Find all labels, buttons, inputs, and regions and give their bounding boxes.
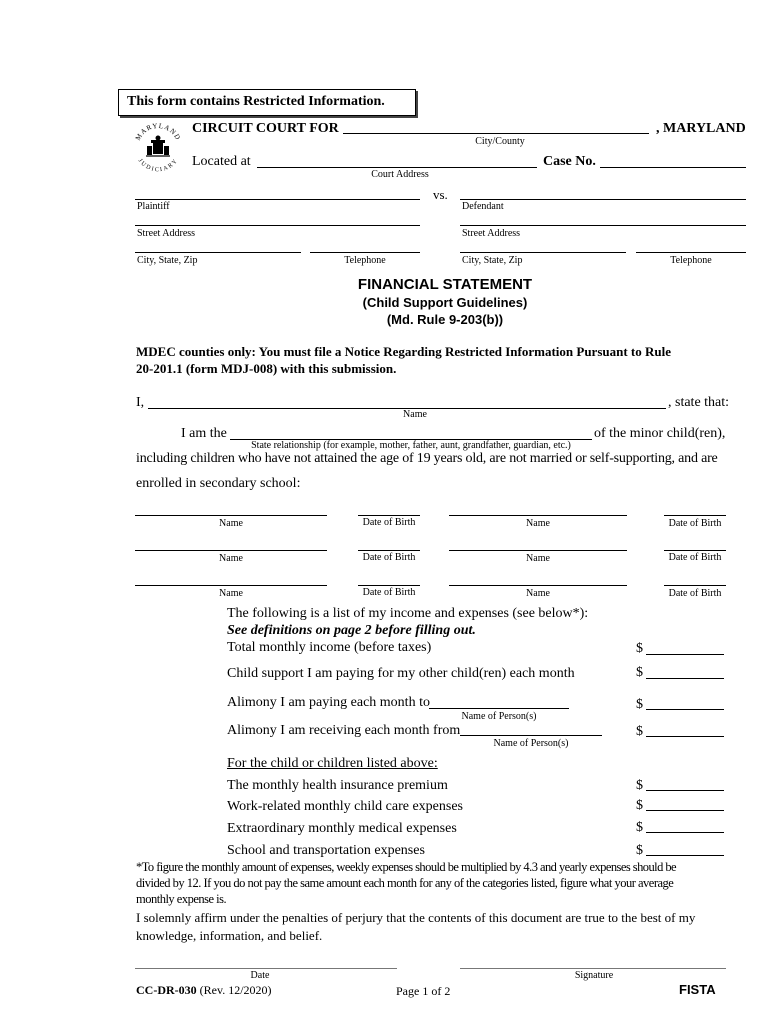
defendant-caption: Defendant: [462, 201, 504, 212]
defendant-street-caption: Street Address: [462, 228, 521, 239]
child-name-caption: Name: [526, 553, 550, 564]
city-county-caption: City/County: [475, 136, 525, 147]
restricted-info-notice: [118, 89, 416, 116]
page-number: Page 1 of 2: [396, 984, 451, 998]
child-care-field[interactable]: [646, 810, 724, 811]
child-6-dob-field[interactable]: [664, 585, 726, 586]
for-children-heading: For the child or children listed above:: [227, 756, 438, 771]
affiant-name-caption: Name: [403, 409, 427, 420]
affirm-line1: I solemnly affirm under the penalties of perjury that the contents of this document are true to the best of my: [136, 910, 696, 925]
alimony-receiving-label: Alimony I am receiving each month from: [227, 723, 461, 738]
child-dob-caption: Date of Birth: [668, 552, 722, 563]
child-care-label: Work-related monthly child care expenses: [227, 799, 464, 814]
alimony-paying-field[interactable]: [646, 709, 724, 710]
dollar-sign: $: [636, 778, 643, 793]
child-name-caption: Name: [219, 518, 243, 529]
defendant-street-field[interactable]: [460, 225, 746, 226]
definitions-note: See definitions on page 2 before filling out.: [227, 623, 476, 638]
relationship-caption: State relationship (for example, mother, father, aunt, grandfather, guardian, etc.): [251, 440, 571, 451]
court-address-field[interactable]: [257, 167, 537, 168]
plaintiff-field[interactable]: [135, 199, 420, 200]
alimony-paying-to-field[interactable]: [429, 708, 569, 709]
defendant-city-field[interactable]: [460, 252, 626, 253]
form-subtitle-guidelines: (Child Support Guidelines): [362, 295, 528, 310]
i-am-the-label: I am the: [181, 426, 227, 441]
child-name-caption: Name: [526, 588, 550, 599]
dollar-sign: $: [636, 843, 643, 858]
defendant-phone-field[interactable]: [636, 252, 746, 253]
i-prefix: I,: [136, 395, 145, 410]
total-income-label: Total monthly income (before taxes): [227, 640, 432, 655]
child-dob-caption: Date of Birth: [362, 552, 416, 563]
alimony-paying-label: Alimony I am paying each month to: [227, 695, 430, 710]
child-name-caption: Name: [526, 518, 550, 529]
child-name-caption: Name: [219, 553, 243, 564]
form-title: FINANCIAL STATEMENT: [357, 276, 533, 293]
child-3-name-field[interactable]: [135, 550, 327, 551]
alimony-receiving-from-field[interactable]: [460, 735, 602, 736]
plaintiff-street-caption: Street Address: [137, 228, 196, 239]
plaintiff-city-caption: City, State, Zip: [137, 255, 198, 266]
child-dob-caption: Date of Birth: [668, 588, 722, 599]
seal-bottom-text: JUDICIARY: [136, 158, 180, 174]
maryland-label: , MARYLAND: [656, 121, 746, 136]
plaintiff-phone-caption: Telephone: [344, 255, 386, 266]
mdec-notice-line1: MDEC counties only: You must file a Notice Regarding Restricted Information Pursuant to Rule: [136, 344, 672, 359]
plaintiff-caption: Plaintiff: [137, 201, 170, 212]
footnote-line3: monthly expense is.: [136, 892, 227, 906]
signature-field[interactable]: [460, 968, 726, 969]
health-insurance-field[interactable]: [646, 790, 724, 791]
alimony-receiving-caption: Name of Person(s): [493, 738, 569, 749]
footnote-line2: divided by 12. If you do not pay the same amount each month for any of the categories listed, figure what your average: [136, 876, 674, 890]
defendant-city-caption: City, State, Zip: [462, 255, 523, 266]
dollar-sign: $: [636, 697, 643, 712]
child-5-dob-field[interactable]: [358, 585, 420, 586]
dollar-sign: $: [636, 798, 643, 813]
case-no-field[interactable]: [600, 167, 746, 168]
child-4-dob-field[interactable]: [664, 550, 726, 551]
dollar-sign: $: [636, 665, 643, 680]
alimony-paying-caption: Name of Person(s): [461, 711, 537, 722]
school-transport-label: School and transportation expenses: [227, 843, 425, 858]
child-4-name-field[interactable]: [449, 550, 627, 551]
of-minor-label: of the minor child(ren),: [594, 426, 726, 441]
child-1-name-field[interactable]: [135, 515, 327, 516]
child-6-name-field[interactable]: [449, 585, 627, 586]
defendant-field[interactable]: [460, 199, 746, 200]
enrolled-line: enrolled in secondary school:: [136, 476, 301, 491]
plaintiff-phone-field[interactable]: [310, 252, 420, 253]
restricted-info-text: This form contains Restricted Information.: [127, 94, 385, 109]
located-at-label: Located at: [192, 154, 251, 169]
child-dob-caption: Date of Birth: [362, 517, 416, 528]
state-that-label: , state that:: [668, 395, 730, 410]
date-caption: Date: [250, 970, 270, 981]
date-field[interactable]: [135, 968, 397, 969]
medical-label: Extraordinary monthly medical expenses: [227, 821, 457, 836]
circuit-court-label: CIRCUIT COURT FOR: [192, 121, 339, 136]
form-revision: (Rev. 12/2020): [199, 983, 272, 997]
plaintiff-city-field[interactable]: [135, 252, 301, 253]
form-name: FISTA: [679, 982, 716, 997]
form-code: CC-DR-030: [136, 983, 197, 997]
child-5-name-field[interactable]: [135, 585, 327, 586]
dollar-sign: $: [636, 641, 643, 656]
vs-label: vs.: [433, 187, 448, 202]
form-number: [136, 983, 272, 998]
mdec-notice-line2: 20-201.1 (form MDJ-008) with this submission.: [136, 361, 397, 376]
court-address-caption: Court Address: [371, 169, 429, 180]
svg-text:JUDICIARY: [137, 158, 179, 173]
child-3-dob-field[interactable]: [358, 550, 420, 551]
including-line: including children who have not attained the age of 19 years old, are not married or self-supporting, and are: [136, 451, 718, 466]
dollar-sign: $: [636, 820, 643, 835]
defendant-phone-caption: Telephone: [670, 255, 712, 266]
child-dob-caption: Date of Birth: [668, 518, 722, 529]
total-income-field[interactable]: [646, 654, 724, 655]
footnote-line1: *To figure the monthly amount of expenses, weekly expenses should be multiplied by 4.3 and yearly expenses should be: [136, 860, 677, 874]
form-subtitle-rule: (Md. Rule 9-203(b)): [386, 312, 504, 327]
medical-field[interactable]: [646, 832, 724, 833]
city-county-field[interactable]: [343, 133, 649, 134]
child-dob-caption: Date of Birth: [362, 587, 416, 598]
case-no-label: Case No.: [543, 154, 596, 169]
child-1-dob-field[interactable]: [358, 515, 420, 516]
health-insurance-label: The monthly health insurance premium: [227, 778, 448, 793]
child-2-dob-field[interactable]: [664, 515, 726, 516]
affirm-line2: knowledge, information, and belief.: [136, 928, 323, 943]
plaintiff-street-field[interactable]: [135, 225, 420, 226]
alimony-receiving-field[interactable]: [646, 736, 724, 737]
child-support-paying-label: Child support I am paying for my other child(ren) each month: [227, 666, 575, 681]
income-intro: The following is a list of my income and expenses (see below*):: [227, 606, 589, 621]
seal-top-text: MARYLAND: [133, 121, 183, 142]
maryland-judiciary-seal-icon: [130, 118, 186, 174]
school-transport-field[interactable]: [646, 855, 724, 856]
child-2-name-field[interactable]: [449, 515, 627, 516]
dollar-sign: $: [636, 724, 643, 739]
signature-caption: Signature: [574, 970, 614, 981]
child-name-caption: Name: [219, 588, 243, 599]
child-support-paying-field[interactable]: [646, 678, 724, 679]
